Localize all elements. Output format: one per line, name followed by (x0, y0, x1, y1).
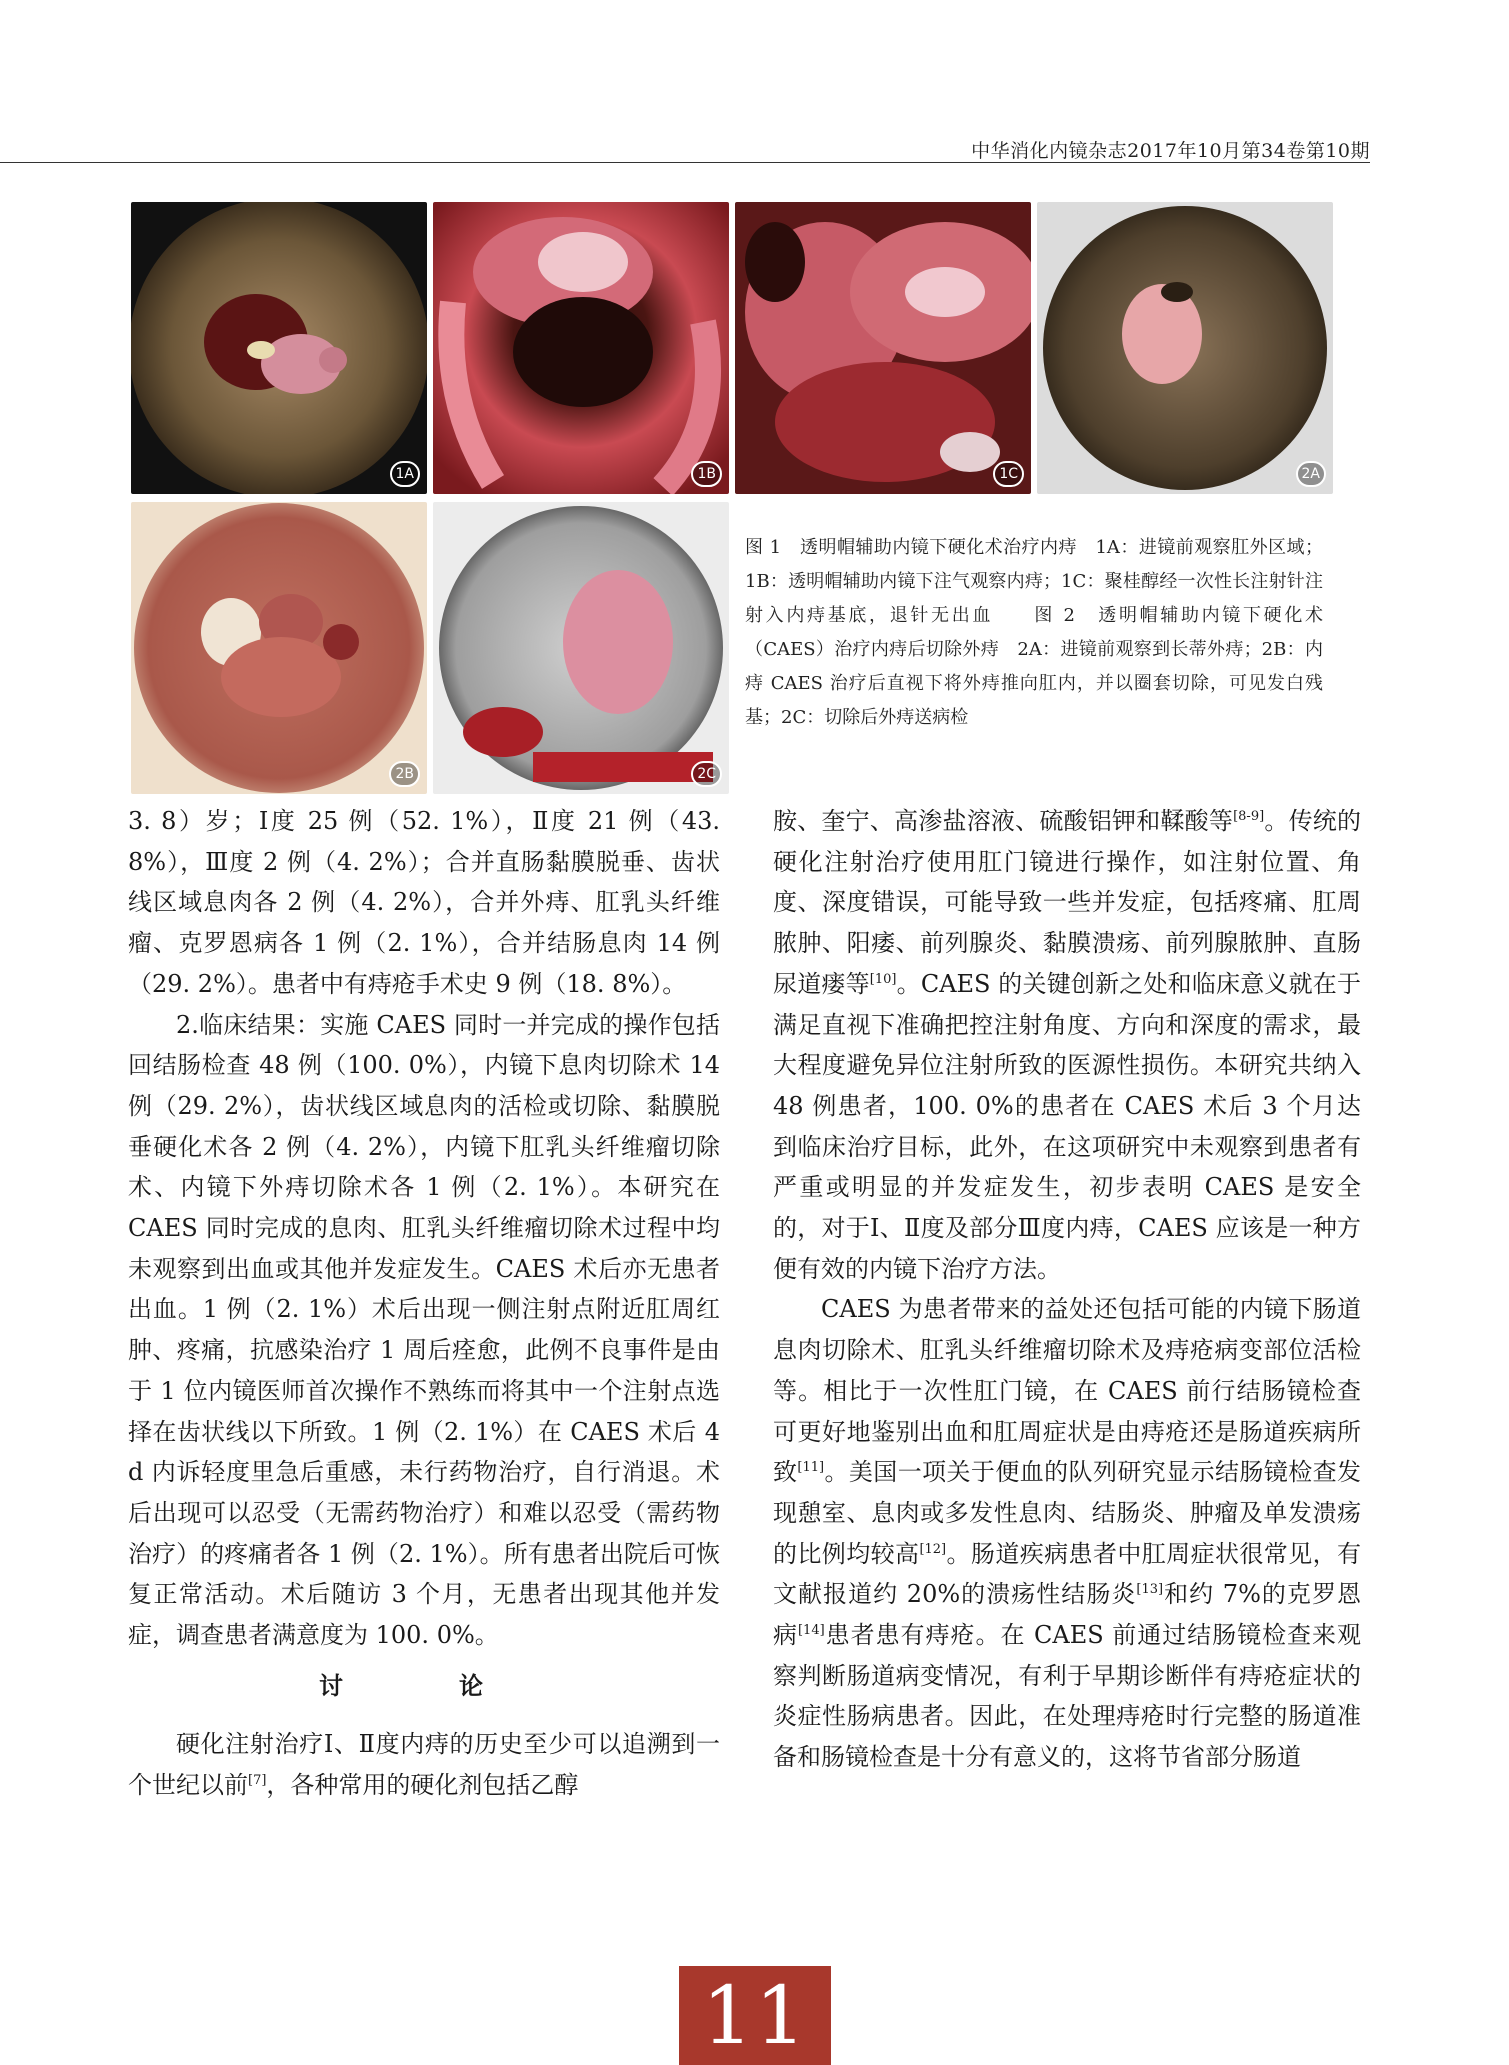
citation: [11] (797, 1460, 825, 1476)
text-span: 胺、奎宁、高渗盐溶液、硫酸铝钾和鞣酸等 (773, 807, 1234, 835)
left-column (128, 801, 720, 1806)
paragraph (773, 801, 1361, 1289)
text-span: CAES 为患者带来的益处还包括可能的内镜下肠道息肉切除术、肛乳头纤维瘤切除术及痔疮病变部位活检等。相比于一次性肛门镜，在 CAES 前行结肠镜检查可更好地鉴别出血和肛周症状是由痔疮还是肠道疾病所致 (773, 1295, 1361, 1487)
running-header (0, 122, 1370, 163)
paragraph (128, 1724, 720, 1805)
figure-label: 2A (1296, 461, 1326, 487)
figure-caption (745, 531, 1323, 735)
figure-label: 1A (390, 461, 420, 487)
right-column (773, 801, 1361, 1778)
page-number: 11 (679, 1966, 831, 2065)
figure-label: 1C (993, 461, 1024, 487)
text-span: 患者患有痔疮。在 CAES 前通过结肠镜检查来观察判断肠道病变情况，有利于早期诊断伴有痔疮症状的炎症性肠病患者。因此，在处理痔疮时行完整的肠道准备和肠镜检查是十分有意义的，这将节省部分肠道 (773, 1621, 1362, 1772)
citation: [13] (1136, 1582, 1164, 1598)
figure-label: 2C (691, 761, 722, 787)
figure-1a-image (131, 202, 427, 494)
figure-label: 1B (691, 461, 722, 487)
text-span: 。传统的硬化注射治疗使用肛门镜进行操作，如注射位置、角度、深度错误，可能导致一些并发症，包括疼痛、肛周脓肿、阳痿、前列腺炎、黏膜溃疡、前列腺脓肿、直肠尿道瘘等 (773, 807, 1362, 998)
citation: [8-9] (1233, 809, 1265, 824)
section-heading: 讨 论 (319, 1670, 529, 1700)
paragraph (773, 1289, 1361, 1777)
citation: [7] (248, 1773, 267, 1789)
text-span: 。美国一项关于便血的队列研究显示结肠镜检查发现憩室、息肉或多发性息肉、结肠炎、肿瘤及单发溃疡的比例均较高 (773, 1458, 1361, 1568)
figure-2b-image (131, 502, 427, 794)
paragraph: 2.临床结果：实施 CAES 同时一并完成的操作包括回结肠检查 48 例（100. 0%），内镜下息肉切除术 14 例（29. 2%），齿状线区域息肉的活检或切除、黏膜脱垂硬化术各 2 例（4. 2%），内镜下肛乳头纤维瘤切除术、内镜下外痔切除术各 1 例（2. 1%）。本研究在 CAES 同时完成的息肉、肛乳头纤维瘤切除术过程中均未观察到出血或其他并发症发生。CAES 术后亦无患者出血。1 例（2. 1%）术后出现一侧注射点附近肛周红肿、疼痛，抗感染治疗 1 周后痊愈，此例不良事件是由于 1 位内镜医师首次操作不熟练而将其中一个注射点选择在齿状线以下所致。1 例（2. 1%）在 CAES 术后 4 d 内诉轻度里急后重感，未行药物治疗，自行消退。术后出现可以忍受（无需药物治疗）和难以忍受（需药物治疗）的疼痛者各 1 例（2. 1%）。所有患者出院后可恢复正常活动。术后随访 3 个月，无患者出现其他并发症，调查患者满意度为 100. 0%。 (128, 1010, 720, 1650)
text-span: 硬化注射治疗Ⅰ、Ⅱ度内痔的历史至少可以追溯到一个世纪以前 (128, 1730, 720, 1800)
text-span: 。CAES 的关键创新之处和临床意义就在于满足直视下准确把控注射角度、方向和深度的需求，最大程度避免异位注射所致的医源性损伤。本研究共纳入 48 例患者，100. 0%的患者在 CAES 术后 3 个月达到临床治疗目标，此外，在这项研究中未观察到患者有严重或明显的并发症发生，初步表明 CAES 是安全的，对于Ⅰ、Ⅱ度及部分Ⅲ度内痔，CAES 应该是一种方便有效的内镜下治疗方法。 (773, 969, 1361, 1283)
figure-2a-image (1037, 202, 1333, 494)
figure-1c-image (735, 202, 1031, 494)
journal-title: 中华消化内镜杂志2017年10月第34卷第10期 (971, 140, 1370, 162)
citation: [14] (797, 1623, 825, 1639)
figure-label: 2B (389, 761, 420, 787)
figure-1b-image (433, 202, 729, 494)
citation: [12] (919, 1541, 947, 1557)
figure-2c-image (433, 502, 729, 794)
caption-text: 图 1 透明帽辅助内镜下硬化术治疗内痔 1A：进镜前观察肛外区域；1B：透明帽辅助内镜下注气观察内痔；1C：聚桂醇经一次性长注射针注射入内痔基底，退针无出血 图 2 透明帽辅助内镜下硬化术（CAES）治疗内痔后切除外痔 2A：进镜前观察到长蒂外痔；2B：内痔 CAES 治疗后直视下将外痔推向肛内，并以圈套切除，可见发白残基；2C：切除后外痔送病检 (745, 537, 1323, 728)
text-span: 和约 7%的克罗恩病 (773, 1580, 1361, 1650)
citation: [10] (869, 971, 897, 987)
text-span: 。肠道疾病患者中肛周症状很常见，有文献报道约 20%的溃疡性结肠炎 (773, 1539, 1362, 1609)
text-span: ，各种常用的硬化剂包括乙醇 (266, 1771, 579, 1800)
paragraph: 3. 8）岁；Ⅰ度 25 例（52. 1%），Ⅱ度 21 例（43. 8%），Ⅲ度 2 例（4. 2%）；合并直肠黏膜脱垂、齿状线区域息肉各 2 例（4. 2%），合并外痔、肛乳头纤维瘤、克罗恩病各 1 例（2. 1%），合并结肠息肉 14 例（29. 2%）。患者中有痔疮手术史 9 例（18. 8%）。 (128, 807, 720, 998)
